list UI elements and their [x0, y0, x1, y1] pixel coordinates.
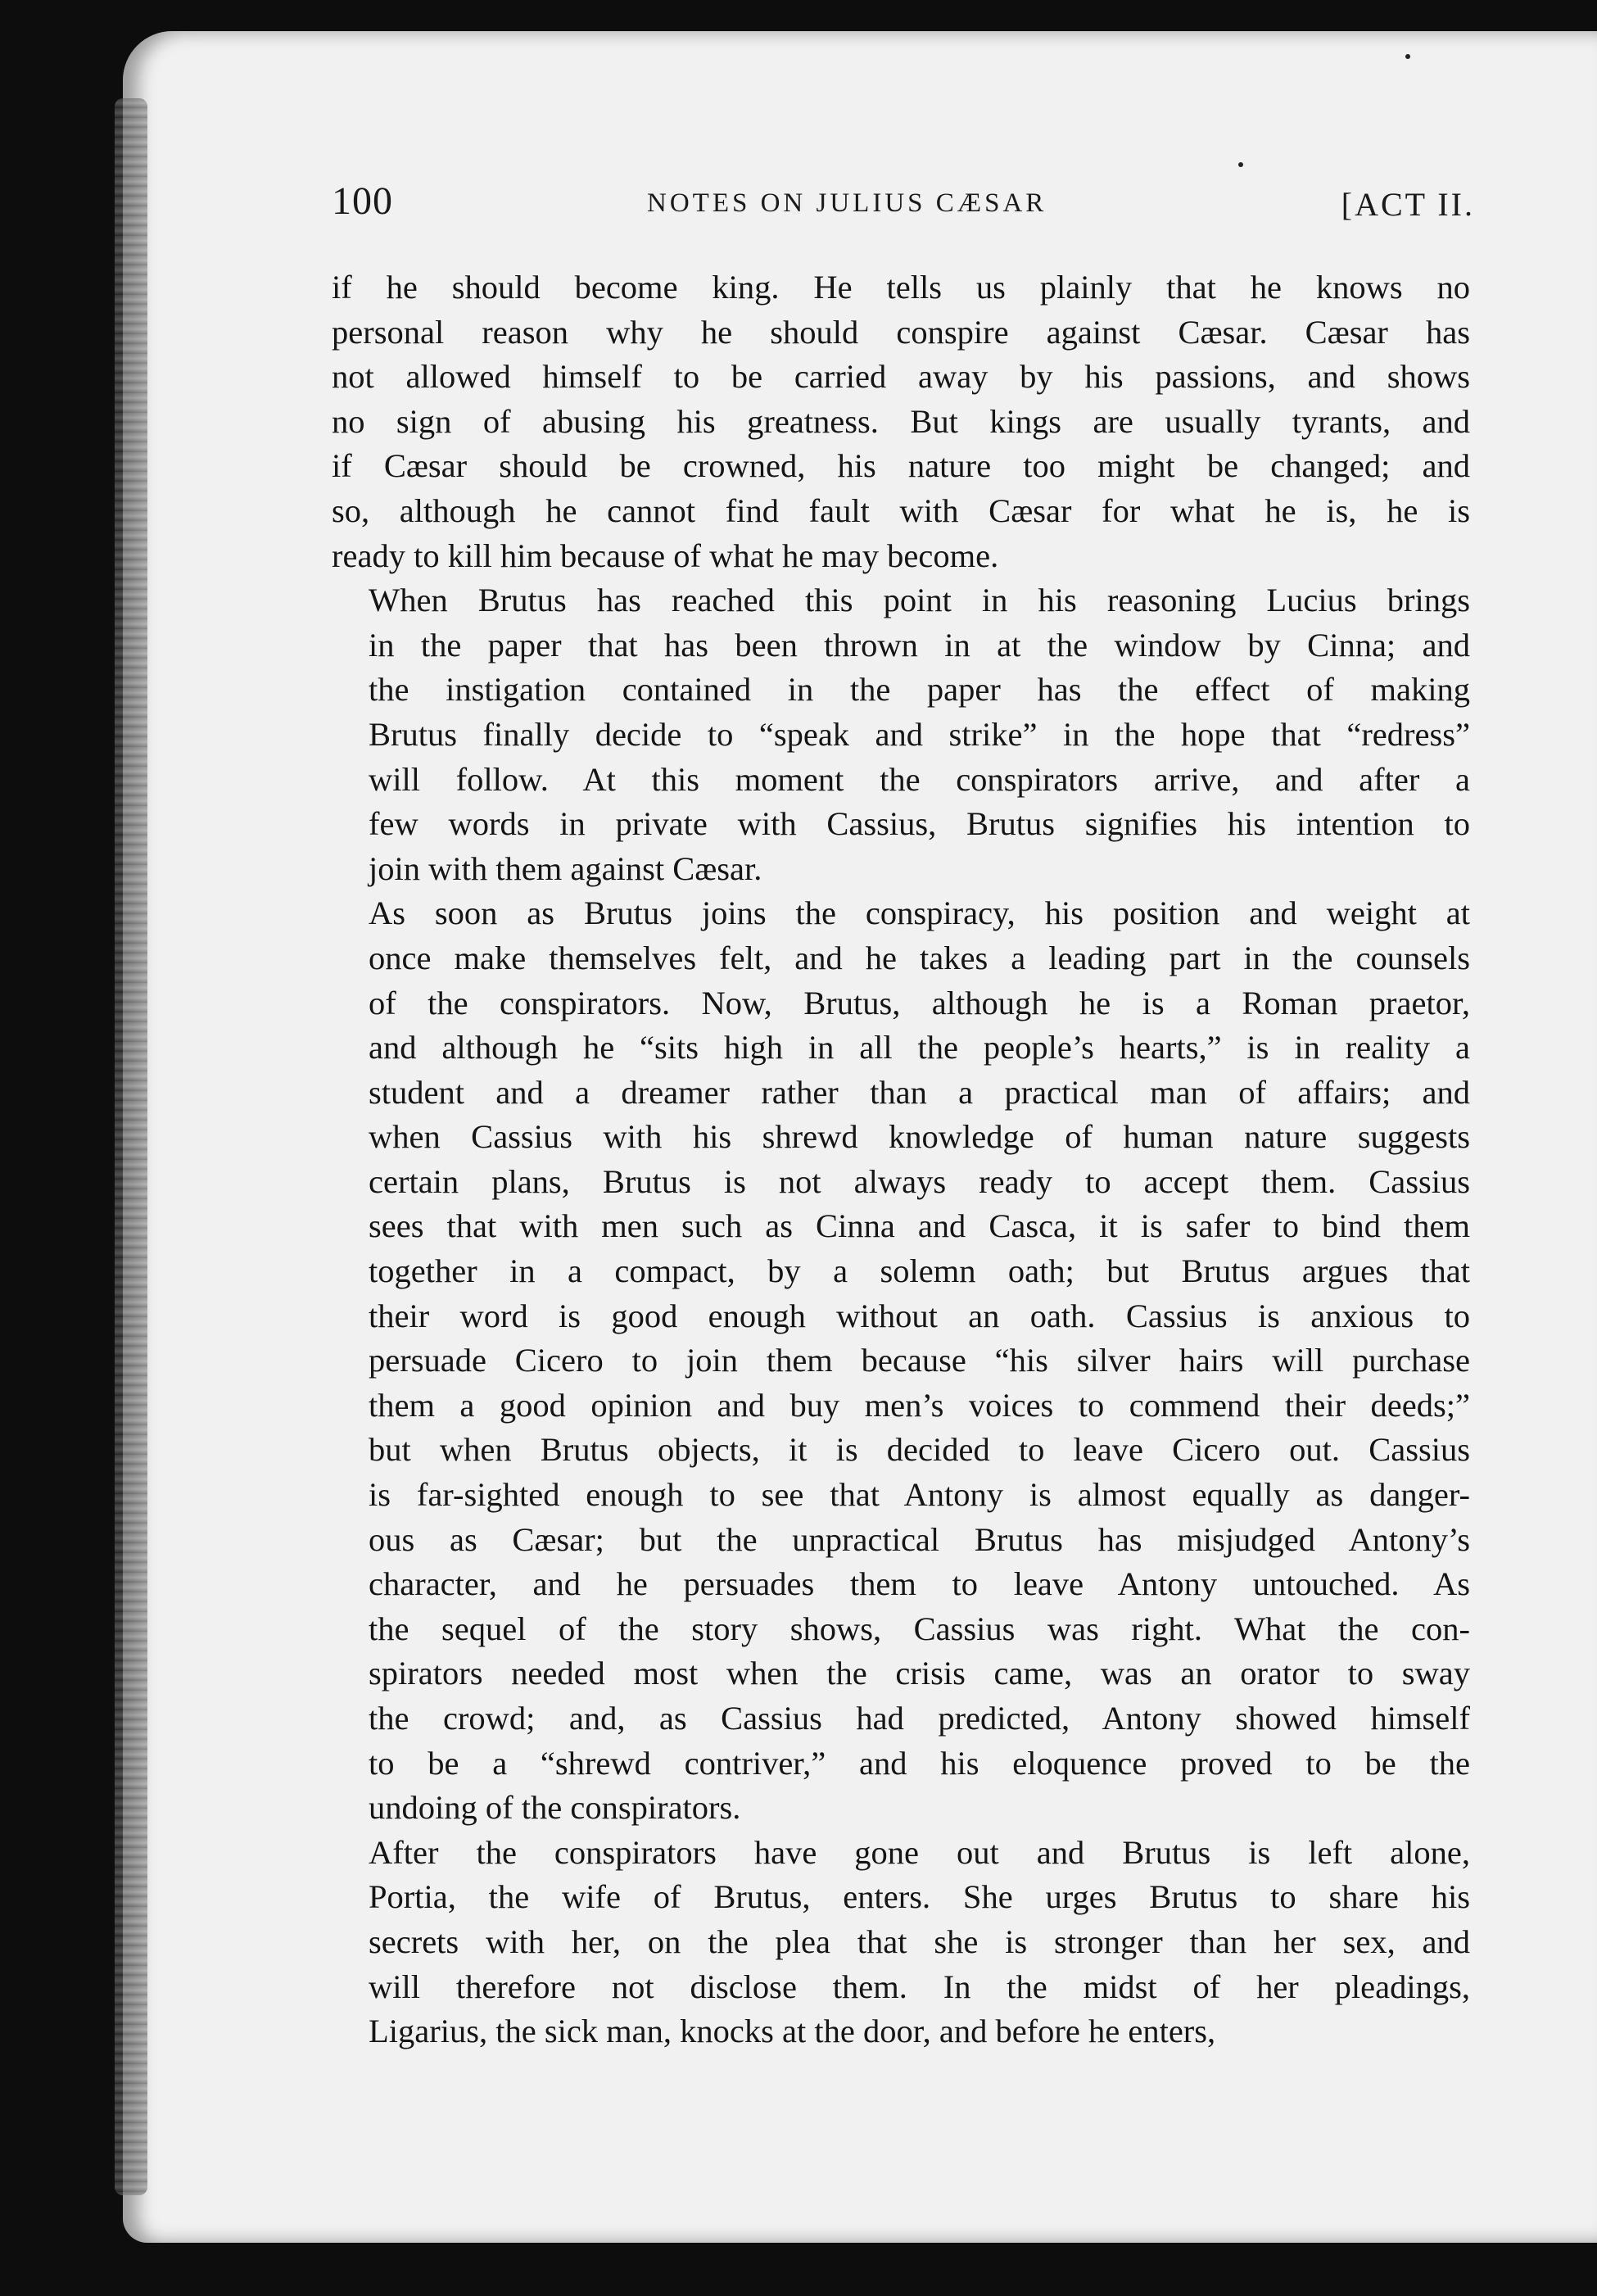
- text-line: few words in private with Cassius, Brutus signifies his intention to: [369, 805, 1470, 843]
- text-line: no sign of abusing his greatness. But kings are usually tyrants, and: [332, 402, 1470, 440]
- text-line: character, and he persuades them to leave Antony untouched. As: [369, 1565, 1470, 1603]
- text-line: in the paper that has been thrown in at the window by Cinna; and: [369, 626, 1470, 663]
- text-line: of the conspirators. Now, Brutus, although he is a Roman praetor,: [369, 984, 1470, 1021]
- paragraph: [332, 578, 1470, 891]
- text-line: spirators needed most when the crisis came, was an orator to sway: [369, 1655, 1470, 1692]
- body-text: [332, 265, 1470, 2054]
- text-line: Portia, the wife of Brutus, enters. She urges Brutus to share his: [369, 1878, 1470, 1916]
- text-line: ready to kill him because of what he may become.: [332, 537, 999, 574]
- running-title: NOTES ON JULIUS CÆSAR: [647, 188, 1047, 218]
- text-line: them a good opinion and buy men’s voices to commend their deeds;”: [369, 1386, 1470, 1424]
- dust-speck: [1405, 54, 1410, 59]
- text-line: personal reason why he should conspire against Cæsar. Cæsar has: [332, 313, 1470, 351]
- text-line: secrets with her, on the plea that she is stronger than her sex, and: [369, 1922, 1470, 1960]
- text-line: Ligarius, the sick man, knocks at the door, and before he enters,: [369, 2013, 1216, 2050]
- text-line: sees that with men such as Cinna and Casca, it is safer to bind them: [369, 1207, 1470, 1245]
- text-line: When Brutus has reached this point in his reasoning Lucius brings: [369, 582, 1470, 619]
- text-line: After the conspirators have gone out and Brutus is left alone,: [369, 1833, 1470, 1871]
- text-line: the crowd; and, as Cassius had predicted, Antony showed himself: [369, 1700, 1470, 1737]
- text-line: once make themselves felt, and he takes a leading part in the counsels: [369, 939, 1470, 976]
- text-line: is far-sighted enough to see that Antony is almost equally as danger-: [369, 1476, 1470, 1514]
- paragraph: [332, 1831, 1470, 2054]
- text-line: undoing of the conspirators.: [369, 1789, 741, 1827]
- text-line: the sequel of the story shows, Cassius was right. What the con-: [369, 1610, 1470, 1647]
- text-line: persuade Cicero to join them because “his silver hairs will purchase: [369, 1342, 1470, 1379]
- text-line: when Cassius with his shrewd knowledge of human nature suggests: [369, 1118, 1470, 1156]
- text-line: join with them against Cæsar.: [369, 849, 762, 887]
- text-line: not allowed himself to be carried away by his passions, and shows: [332, 358, 1470, 396]
- text-line: to be a “shrewd contriver,” and his eloquence proved to be the: [369, 1744, 1470, 1782]
- text-line: but when Brutus objects, it is decided to leave Cicero out. Cassius: [369, 1431, 1470, 1469]
- text-line: certain plans, Brutus is not always ready to accept them. Cassius: [369, 1162, 1470, 1200]
- book-binding-edge: [115, 98, 147, 2195]
- text-line: Brutus finally decide to “speak and strike” in the hope that “redress”: [369, 715, 1470, 753]
- dust-speck: [1238, 162, 1243, 167]
- text-line: together in a compact, by a solemn oath; but Brutus argues that: [369, 1252, 1470, 1290]
- text-line: so, although he cannot find fault with Cæsar for what he is, he is: [332, 491, 1470, 529]
- paragraph: [332, 891, 1470, 1830]
- text-line: will therefore not disclose them. In the midst of her pleadings,: [369, 1968, 1470, 2005]
- text-line: As soon as Brutus joins the conspiracy, his position and weight at: [369, 894, 1470, 932]
- text-line: if he should become king. He tells us plainly that he knows no: [332, 269, 1470, 306]
- text-line: will follow. At this moment the conspirators arrive, and after a: [369, 760, 1470, 798]
- running-header: [332, 172, 1478, 229]
- text-line: the instigation contained in the paper has the effect of making: [369, 671, 1470, 709]
- text-line: if Cæsar should be crowned, his nature too might be changed; and: [332, 447, 1470, 485]
- act-label: [ACT II.: [1341, 186, 1475, 223]
- text-line: and although he “sits high in all the people’s hearts,” is in reality a: [369, 1029, 1470, 1066]
- text-line: student and a dreamer rather than a practical man of affairs; and: [369, 1073, 1470, 1111]
- text-line: their word is good enough without an oath. Cassius is anxious to: [369, 1297, 1470, 1334]
- page-number: 100: [332, 179, 393, 223]
- paragraph: [332, 265, 1470, 578]
- text-line: ous as Cæsar; but the unpractical Brutus has misjudged Antony’s: [369, 1520, 1470, 1558]
